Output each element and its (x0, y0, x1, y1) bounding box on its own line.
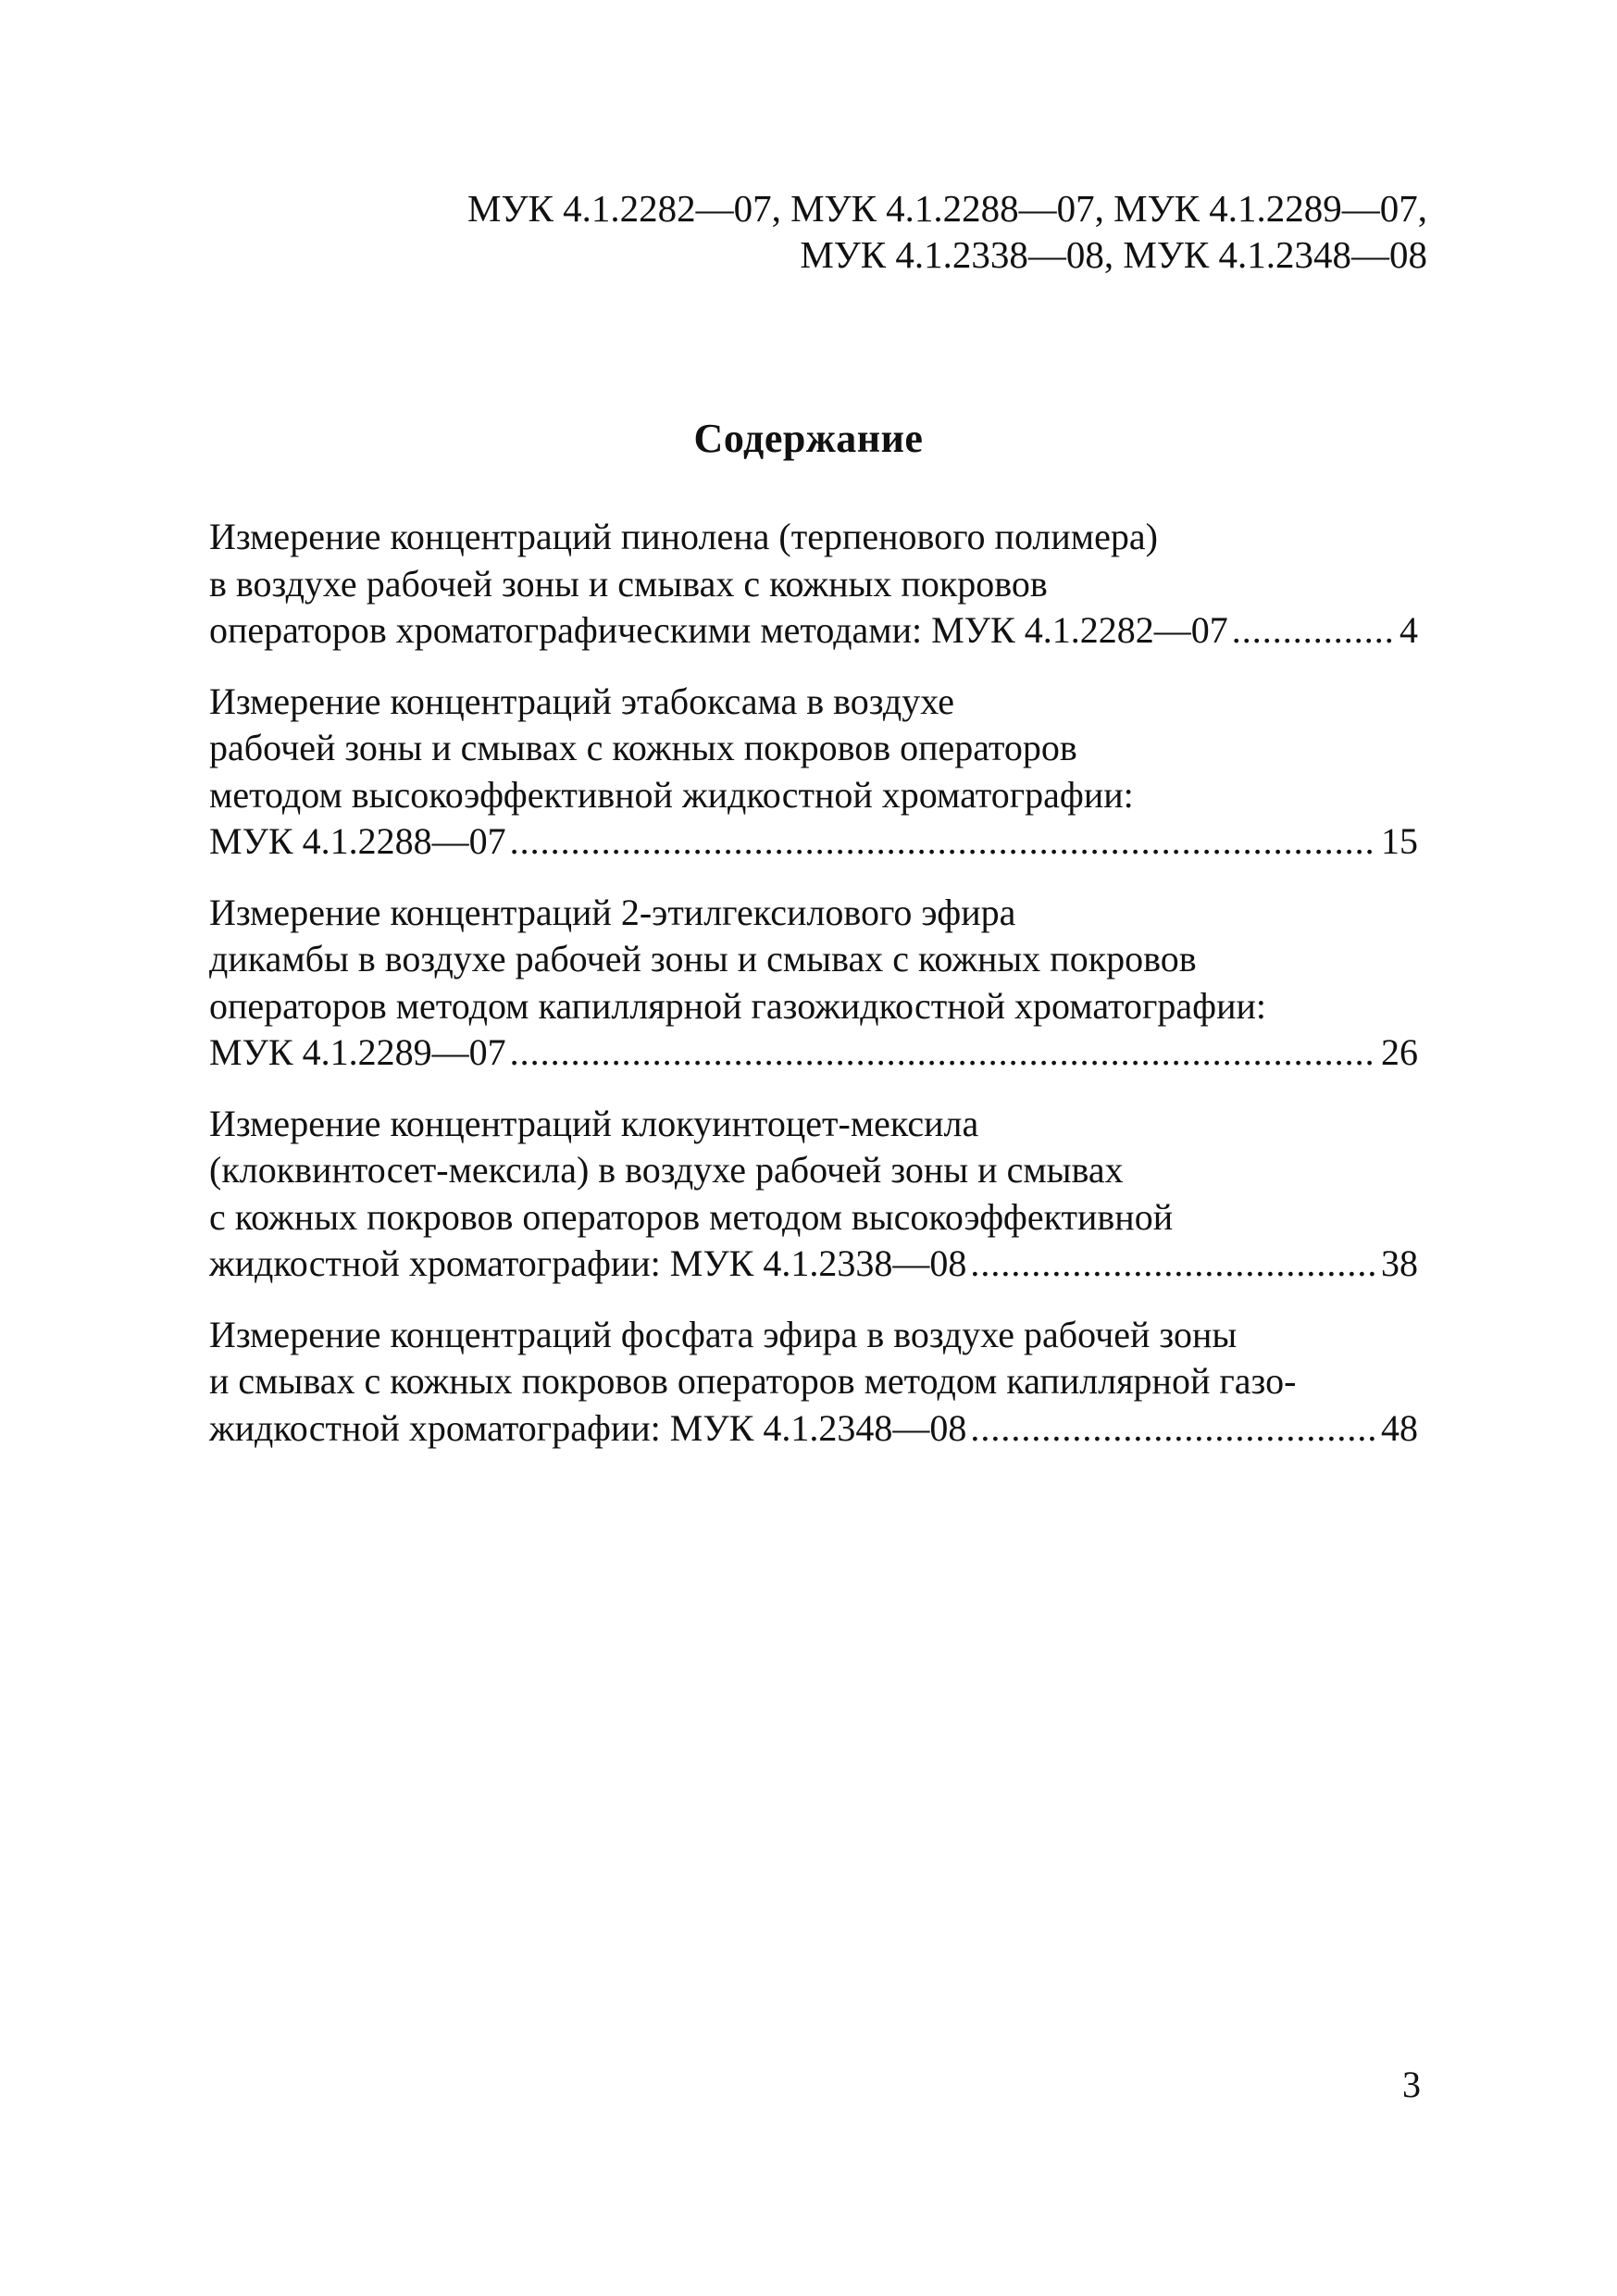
toc-entry-reference: МУК 4.1.2289—07 (209, 1031, 506, 1073)
toc-page-number: 48 (1381, 1406, 1418, 1449)
toc-entry-line: Измерение концентраций этабоксама в воздухе (209, 680, 954, 722)
toc-entry (209, 679, 1418, 866)
dot-leader (970, 1241, 1377, 1288)
toc-entry-reference: операторов хроматографическими методами: МУК 4.1.2282—07 (209, 609, 1228, 651)
toc-entry-reference: жидкостной хроматографии: МУК 4.1.2338—08 (209, 1242, 967, 1284)
toc-entry-line: и смывах с кожных покровов операторов методом капиллярной газо- (209, 1360, 1297, 1402)
toc-page-number: 26 (1381, 1031, 1418, 1073)
toc-entry-line: с кожных покровов операторов методом высокоэффективной (209, 1195, 1174, 1238)
toc-entry-line: Измерение концентраций 2-этилгексилового эфира (209, 891, 1016, 933)
toc-entry-reference: МУК 4.1.2288—07 (209, 820, 506, 862)
toc-entry-line: рабочей зоны и смывах с кожных покровов операторов (209, 727, 1077, 768)
toc-entry (209, 890, 1418, 1077)
running-header-line-2: МУК 4.1.2338—08, МУК 4.1.2348—08 (800, 233, 1427, 276)
toc-entry-line: методом высокоэффективной жидкостной хроматографии: (209, 773, 1134, 816)
running-header (467, 185, 1427, 278)
page-number: 3 (1402, 2064, 1421, 2105)
toc-page-number: 4 (1399, 609, 1418, 651)
toc-entry-last-line (209, 1405, 1418, 1453)
toc-entry (209, 514, 1418, 655)
toc-page-number: 38 (1381, 1242, 1418, 1284)
toc-entry (209, 1312, 1418, 1453)
dot-leader (970, 1405, 1377, 1453)
toc-entry-last-line (209, 818, 1418, 866)
toc-title: Содержание (693, 416, 924, 461)
toc-entry-line: Измерение концентраций пинолена (терпенового полимера) (209, 516, 1158, 557)
dot-leader (510, 1029, 1377, 1077)
toc-entry-reference: жидкостной хроматографии: МУК 4.1.2348—08 (209, 1406, 967, 1449)
toc-entry-last-line (209, 607, 1418, 655)
toc-page-number: 15 (1381, 820, 1418, 862)
dot-leader (510, 818, 1377, 866)
running-header-line-1: МУК 4.1.2282—07, МУК 4.1.2288—07, МУК 4.1.2289—07, (467, 187, 1427, 230)
toc-entry-line: Измерение концентраций фосфата эфира в воздухе рабочей зоны (209, 1313, 1238, 1355)
toc-entry-last-line (209, 1241, 1418, 1288)
toc-entry-last-line (209, 1029, 1418, 1077)
dot-leader (1232, 607, 1396, 655)
toc-entry-line: дикамбы в воздухе рабочей зоны и смывах с кожных покровов (209, 938, 1197, 980)
toc-entry-line: Измерение концентраций клокуинтоцет-мексила (209, 1102, 979, 1144)
toc-entry-line: в воздухе рабочей зоны и смывах с кожных покровов (209, 562, 1048, 605)
toc-entry (209, 1101, 1418, 1288)
toc-entry-line: операторов методом капиллярной газожидкостной хроматографии: (209, 984, 1267, 1027)
table-of-contents (209, 514, 1418, 1476)
toc-entry-line: (клоквинтосет-мексила) в воздухе рабочей зоны и смывах (209, 1149, 1124, 1191)
